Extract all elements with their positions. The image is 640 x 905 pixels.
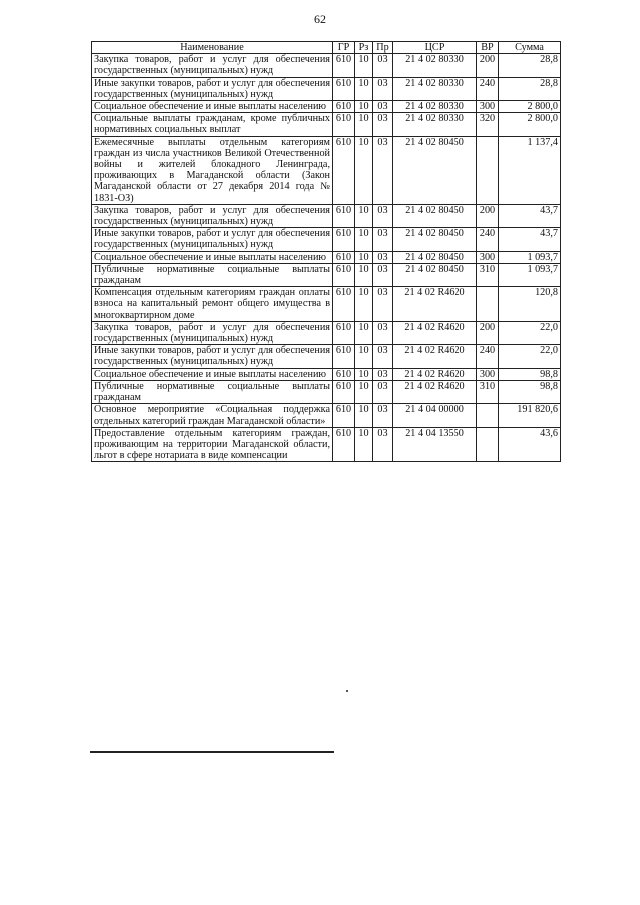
- cell-sum: 22,0: [499, 345, 561, 368]
- cell-vr: 200: [477, 54, 499, 77]
- cell-sum: 1 093,7: [499, 263, 561, 286]
- cell-sum: 28,8: [499, 77, 561, 100]
- table-header-row: [92, 42, 561, 54]
- cell-sum: 43,7: [499, 204, 561, 227]
- cell-csr: 21 4 02 80330: [393, 113, 477, 136]
- cell-csr: 21 4 04 00000: [393, 404, 477, 427]
- cell-vr: 240: [477, 77, 499, 100]
- cell-vr: [477, 427, 499, 462]
- table-row: [92, 287, 561, 322]
- table-row: [92, 77, 561, 100]
- cell-name: Публичные нормативные социальные выплаты гражданам: [92, 263, 333, 286]
- table-row: [92, 404, 561, 427]
- cell-rz: 10: [355, 380, 373, 403]
- cell-vr: [477, 287, 499, 322]
- cell-rz: 10: [355, 345, 373, 368]
- cell-rz: 10: [355, 228, 373, 251]
- header-name: Наименование: [92, 42, 333, 54]
- cell-vr: 320: [477, 113, 499, 136]
- cell-name: Публичные нормативные социальные выплаты гражданам: [92, 380, 333, 403]
- cell-csr: 21 4 02 80450: [393, 204, 477, 227]
- table-row: [92, 136, 561, 204]
- cell-pr: 03: [373, 380, 393, 403]
- cell-name: Иные закупки товаров, работ и услуг для обеспечения государственных (муниципальных) нужд: [92, 77, 333, 100]
- cell-gr: 610: [333, 263, 355, 286]
- cell-sum: 1 137,4: [499, 136, 561, 204]
- cell-name: Закупка товаров, работ и услуг для обеспечения государственных (муниципальных) нужд: [92, 321, 333, 344]
- cell-sum: 98,8: [499, 380, 561, 403]
- cell-sum: 2 800,0: [499, 101, 561, 113]
- cell-gr: 610: [333, 101, 355, 113]
- header-csr: ЦСР: [393, 42, 477, 54]
- cell-vr: 310: [477, 263, 499, 286]
- cell-vr: 200: [477, 204, 499, 227]
- cell-gr: 610: [333, 345, 355, 368]
- cell-gr: 610: [333, 228, 355, 251]
- cell-rz: 10: [355, 101, 373, 113]
- cell-rz: 10: [355, 77, 373, 100]
- cell-vr: [477, 404, 499, 427]
- stray-mark: [346, 690, 348, 692]
- cell-name: Компенсация отдельным категориям граждан оплаты взноса на капитальный ремонт общего имущества в многоквартирном доме: [92, 287, 333, 322]
- cell-pr: 03: [373, 204, 393, 227]
- cell-rz: 10: [355, 287, 373, 322]
- table-row: [92, 321, 561, 344]
- cell-name: Предоставление отдельным категориям граждан, проживающим на территории Магаданской области, льгот в сфере нотариата в виде компенсации: [92, 427, 333, 462]
- table-row: [92, 54, 561, 77]
- cell-sum: 2 800,0: [499, 113, 561, 136]
- cell-pr: 03: [373, 427, 393, 462]
- cell-pr: 03: [373, 136, 393, 204]
- cell-rz: 10: [355, 113, 373, 136]
- cell-rz: 10: [355, 251, 373, 263]
- cell-csr: 21 4 02 80330: [393, 54, 477, 77]
- header-sum: Сумма: [499, 42, 561, 54]
- cell-sum: 43,7: [499, 228, 561, 251]
- cell-gr: 610: [333, 77, 355, 100]
- cell-pr: 03: [373, 101, 393, 113]
- cell-gr: 610: [333, 380, 355, 403]
- table-row: [92, 345, 561, 368]
- cell-pr: 03: [373, 345, 393, 368]
- cell-vr: 300: [477, 368, 499, 380]
- cell-sum: 43,6: [499, 427, 561, 462]
- cell-vr: 300: [477, 251, 499, 263]
- cell-rz: 10: [355, 263, 373, 286]
- cell-csr: 21 4 02 80330: [393, 101, 477, 113]
- header-vr: ВР: [477, 42, 499, 54]
- cell-csr: 21 4 02 R4620: [393, 287, 477, 322]
- cell-sum: 28,8: [499, 54, 561, 77]
- cell-csr: 21 4 02 R4620: [393, 345, 477, 368]
- cell-name: Социальное обеспечение и иные выплаты населению: [92, 251, 333, 263]
- cell-csr: 21 4 02 80330: [393, 77, 477, 100]
- cell-name: Иные закупки товаров, работ и услуг для обеспечения государственных (муниципальных) нужд: [92, 228, 333, 251]
- table-row: [92, 228, 561, 251]
- page-number: 62: [314, 12, 326, 26]
- cell-vr: 240: [477, 228, 499, 251]
- cell-pr: 03: [373, 287, 393, 322]
- cell-name: Социальное обеспечение и иные выплаты населению: [92, 101, 333, 113]
- cell-gr: 610: [333, 204, 355, 227]
- cell-rz: 10: [355, 404, 373, 427]
- footer-divider: [90, 751, 334, 753]
- cell-name: Социальные выплаты гражданам, кроме публичных нормативных социальных выплат: [92, 113, 333, 136]
- budget-table: [91, 41, 561, 462]
- cell-vr: 240: [477, 345, 499, 368]
- cell-pr: 03: [373, 54, 393, 77]
- cell-vr: 300: [477, 101, 499, 113]
- table-row: [92, 251, 561, 263]
- cell-gr: 610: [333, 136, 355, 204]
- cell-pr: 03: [373, 113, 393, 136]
- cell-gr: 610: [333, 287, 355, 322]
- cell-gr: 610: [333, 251, 355, 263]
- cell-gr: 610: [333, 321, 355, 344]
- cell-pr: 03: [373, 368, 393, 380]
- cell-vr: 310: [477, 380, 499, 403]
- cell-pr: 03: [373, 263, 393, 286]
- header-pr: Пр: [373, 42, 393, 54]
- table-row: [92, 204, 561, 227]
- table-row: [92, 113, 561, 136]
- cell-rz: 10: [355, 54, 373, 77]
- cell-csr: 21 4 02 R4620: [393, 380, 477, 403]
- cell-gr: 610: [333, 427, 355, 462]
- cell-csr: 21 4 02 80450: [393, 136, 477, 204]
- header-rz: Рз: [355, 42, 373, 54]
- table-row: [92, 427, 561, 462]
- cell-pr: 03: [373, 321, 393, 344]
- cell-vr: [477, 136, 499, 204]
- cell-sum: 120,8: [499, 287, 561, 322]
- table-row: [92, 101, 561, 113]
- cell-rz: 10: [355, 321, 373, 344]
- cell-vr: 200: [477, 321, 499, 344]
- header-gr: ГР: [333, 42, 355, 54]
- cell-pr: 03: [373, 77, 393, 100]
- cell-csr: 21 4 02 80450: [393, 228, 477, 251]
- cell-sum: 98,8: [499, 368, 561, 380]
- cell-csr: 21 4 02 80450: [393, 251, 477, 263]
- cell-rz: 10: [355, 204, 373, 227]
- cell-sum: 191 820,6: [499, 404, 561, 427]
- cell-gr: 610: [333, 54, 355, 77]
- cell-name: Ежемесячные выплаты отдельным категориям граждан из числа участников Великой Отечественной войны и жителей блокадного Ленинграда, проживающих в Магаданской области (Закон Магаданской области от 27 декабря 2014 года № 1831-ОЗ): [92, 136, 333, 204]
- cell-gr: 610: [333, 368, 355, 380]
- cell-pr: 03: [373, 228, 393, 251]
- cell-name: Закупка товаров, работ и услуг для обеспечения государственных (муниципальных) нужд: [92, 204, 333, 227]
- cell-pr: 03: [373, 251, 393, 263]
- cell-name: Иные закупки товаров, работ и услуг для обеспечения государственных (муниципальных) нужд: [92, 345, 333, 368]
- cell-name: Основное мероприятие «Социальная поддержка отдельных категорий граждан Магаданской области»: [92, 404, 333, 427]
- cell-gr: 610: [333, 404, 355, 427]
- cell-rz: 10: [355, 368, 373, 380]
- cell-pr: 03: [373, 404, 393, 427]
- cell-csr: 21 4 02 R4620: [393, 368, 477, 380]
- cell-name: Социальное обеспечение и иные выплаты населению: [92, 368, 333, 380]
- cell-sum: 22,0: [499, 321, 561, 344]
- cell-csr: 21 4 02 80450: [393, 263, 477, 286]
- cell-csr: 21 4 04 13550: [393, 427, 477, 462]
- cell-csr: 21 4 02 R4620: [393, 321, 477, 344]
- cell-name: Закупка товаров, работ и услуг для обеспечения государственных (муниципальных) нужд: [92, 54, 333, 77]
- cell-rz: 10: [355, 136, 373, 204]
- cell-gr: 610: [333, 113, 355, 136]
- table-row: [92, 263, 561, 286]
- table-row: [92, 368, 561, 380]
- cell-rz: 10: [355, 427, 373, 462]
- cell-sum: 1 093,7: [499, 251, 561, 263]
- table-row: [92, 380, 561, 403]
